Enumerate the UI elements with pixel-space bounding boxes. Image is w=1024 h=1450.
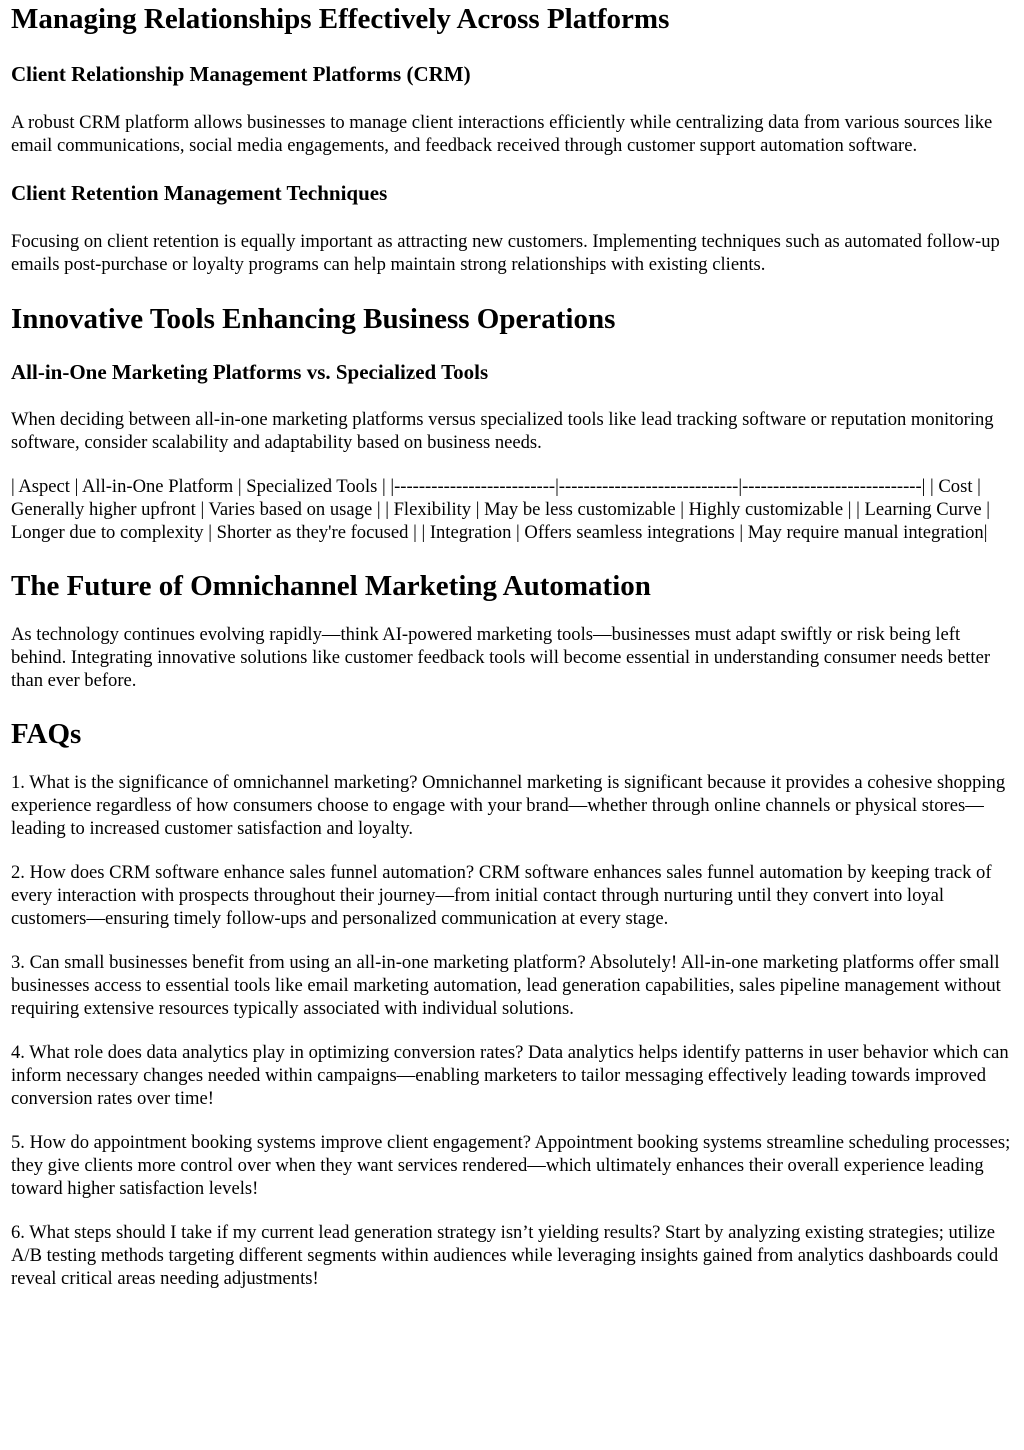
article — [0, 2, 1024, 1290]
subheading-crm-platforms: Client Relationship Management Platforms (CRM) — [11, 62, 471, 86]
faq-item: 2. How does CRM software enhance sales funnel automation? CRM software enhances sales funnel automation by keeping track of every interaction with prospects throughout their journey—from initial contact through nurturing until they convert into loyal customers—ensuring timely follow-ups and personalized communication at every stage. — [11, 862, 992, 929]
section-title-innovative-tools: Innovative Tools Enhancing Business Operations — [11, 303, 616, 335]
comparison-table-text: | Aspect | All-in-One Platform | Specialized Tools | |--------------------------|-----------------------------|-----------------------------| | Cost | Generally higher upfront | Varies based on usage | | Flexibility | May be less customizable | Highly customizable | | Learning Curve | Longer due to complexity | Shorter as they're focused | | Integration | Offers seamless integrations | May require manual integration| — [11, 476, 991, 543]
paragraph-all-in-one-vs-specialized: When deciding between all-in-one marketing platforms versus specialized tools like lead tracking software or reputation monitoring software, consider scalability and adaptability based on business needs. — [11, 409, 994, 453]
paragraph-client-retention: Focusing on client retention is equally important as attracting new customers. Implementing techniques such as automated follow-up emails post-purchase or loyalty programs can help maintain strong relationships with existing clients. — [11, 231, 1000, 275]
faq-item: 3. Can small businesses benefit from using an all-in-one marketing platform? Absolutely! All-in-one marketing platforms offer small businesses access to essential tools like email marketing automation, lead generation capabilities, sales pipeline management without requiring extensive resources typically associated with individual solutions. — [11, 952, 1001, 1019]
faq-item: 6. What steps should I take if my current lead generation strategy isn’t yielding results? Start by analyzing existing strategies; utilize A/B testing methods targeting different segments within audiences while leveraging insights gained from analytics dashboards could reveal critical areas needing adjustments! — [11, 1222, 999, 1289]
faq-item: 5. How do appointment booking systems improve client engagement? Appointment booking systems streamline scheduling processes; they give clients more control over when they want services rendered—which ultimately enhances their overall experience leading toward higher satisfaction levels! — [11, 1132, 1011, 1199]
faq-item: 1. What is the significance of omnichannel marketing? Omnichannel marketing is significant because it provides a cohesive shopping experience regardless of how consumers choose to engage with your brand—whether through online channels or physical stores—leading to increased customer satisfaction and loyalty. — [11, 772, 1006, 839]
section-title-future-omnichannel: The Future of Omnichannel Marketing Automation — [11, 570, 651, 602]
subheading-all-in-one-vs-specialized: All-in-One Marketing Platforms vs. Specialized Tools — [11, 360, 489, 384]
paragraph-crm-platforms: A robust CRM platform allows businesses to manage client interactions efficiently while centralizing data from various sources like email communications, social media engagements, and feedback received through customer support automation software. — [11, 112, 993, 156]
paragraph-future-omnichannel: As technology continues evolving rapidly—think AI-powered marketing tools—businesses must adapt swiftly or risk being left behind. Integrating innovative solutions like customer feedback tools will become essential in understanding consumer needs better than ever before. — [11, 624, 991, 691]
subheading-client-retention: Client Retention Management Techniques — [11, 181, 388, 205]
section-title-faqs: FAQs — [11, 718, 82, 750]
section-title-managing-relationships: Managing Relationships Effectively Across Platforms — [11, 3, 670, 35]
faq-item: 4. What role does data analytics play in optimizing conversion rates? Data analytics helps identify patterns in user behavior which can inform necessary changes needed within campaigns—enabling marketers to tailor messaging effectively leading towards improved conversion rates over time! — [11, 1042, 1009, 1109]
